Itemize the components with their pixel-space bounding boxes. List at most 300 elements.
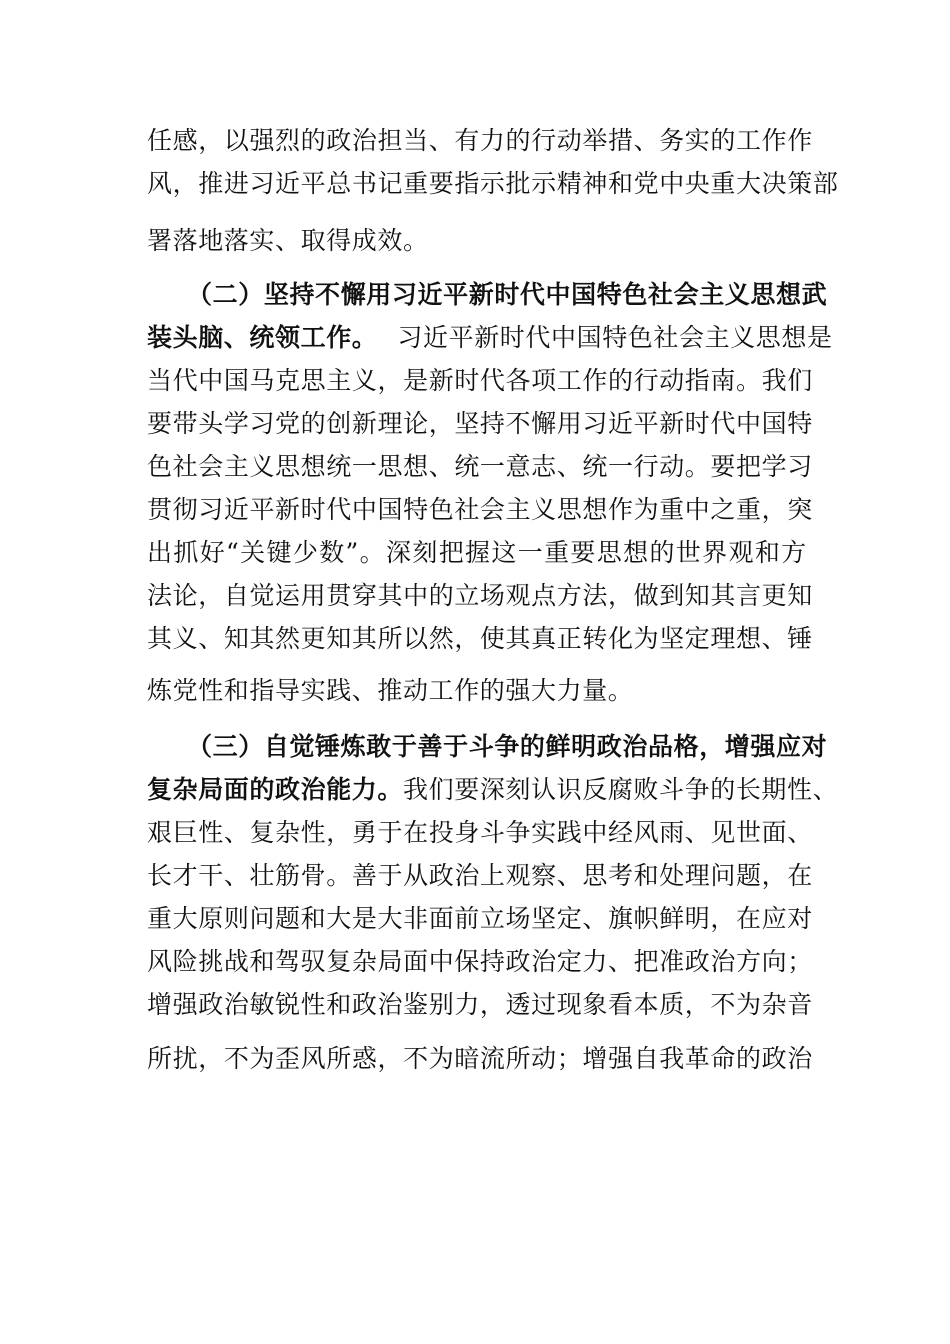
text-char: 。 — [359, 538, 386, 567]
text-char: 不 — [710, 990, 737, 1019]
text-char: 过 — [531, 990, 557, 1019]
text-char: 国 — [223, 366, 250, 395]
text-char: 在 — [736, 904, 762, 933]
text-char: 于 — [377, 861, 404, 890]
text-char: 批 — [505, 169, 532, 198]
text-char: 立 — [454, 581, 480, 610]
text-char: 时 — [684, 409, 711, 438]
text-char: ； — [787, 947, 813, 976]
text-char: 正 — [556, 624, 583, 653]
text-char: 政 — [596, 732, 623, 761]
text-char: 、 — [582, 904, 608, 933]
text-char: 思 — [556, 495, 583, 524]
text-char: 增 — [724, 732, 751, 761]
text-char: 论 — [403, 409, 429, 438]
text-char: 会 — [198, 452, 224, 481]
text-char: 社 — [647, 280, 674, 309]
text-char: 思 — [300, 366, 327, 395]
text-char: 对 — [801, 732, 828, 761]
text-char: 强 — [172, 990, 199, 1019]
text-char: 自 — [263, 732, 290, 761]
text-char: 会 — [673, 280, 700, 309]
text-char: 统 — [582, 452, 608, 481]
text-char: 平 — [300, 169, 327, 198]
text-segment: 习近平新时代中国特色社会主义思想是 — [397, 323, 833, 352]
text-char: 想 — [623, 538, 649, 567]
text-char: 动 — [531, 1044, 557, 1073]
text-char: 明 — [684, 904, 711, 933]
text-segment: 我们要深刻认识反腐败斗争的长期性、 — [403, 775, 839, 804]
text-char: 一 — [607, 452, 634, 481]
text-char: 界 — [702, 538, 728, 567]
text-char: 然 — [275, 624, 301, 653]
text-char: 其 — [351, 624, 378, 653]
text-char: 使 — [479, 624, 506, 653]
text-char: ； — [556, 1044, 583, 1073]
text-char: ） — [238, 732, 264, 761]
section-heading: 复杂局面的政治能力。 — [147, 775, 404, 804]
text-char: 务 — [659, 126, 685, 155]
text-char: 敏 — [249, 990, 276, 1019]
text-char: 才 — [172, 861, 199, 890]
text-char: 则 — [223, 904, 250, 933]
text-line — [147, 770, 839, 810]
text-char: 知 — [223, 624, 250, 653]
text-char: ） — [238, 280, 264, 309]
text-char: 、 — [633, 126, 660, 155]
text-char: 握 — [465, 538, 491, 567]
text-char: 巨 — [172, 818, 199, 847]
text-char: 鉴 — [403, 990, 429, 1019]
text-char: 示 — [531, 169, 557, 198]
text-char: 关 — [240, 538, 266, 567]
text-char: 统 — [326, 452, 352, 481]
text-char: 观 — [505, 581, 532, 610]
text-char: 持 — [479, 947, 506, 976]
text-char: 把 — [438, 538, 465, 567]
text-char: 政 — [351, 990, 378, 1019]
text-char: 懈 — [531, 409, 557, 438]
text-char: 贯 — [147, 495, 173, 524]
text-char: 不 — [505, 409, 532, 438]
text-char: 、 — [223, 861, 250, 890]
text-char: 身 — [454, 818, 480, 847]
text-char: 义 — [249, 452, 276, 481]
text-char: 习 — [198, 495, 224, 524]
text-char: 政 — [505, 947, 532, 976]
text-char: 强 — [607, 1044, 634, 1073]
text-char: ， — [172, 169, 199, 198]
text-char: 场 — [505, 904, 532, 933]
text-char: 的 — [607, 366, 634, 395]
text-char: 志 — [531, 452, 557, 481]
text-char: 题 — [736, 861, 762, 890]
text-char: 问 — [249, 904, 276, 933]
text-char: 增 — [147, 990, 173, 1019]
text-char: 斗 — [468, 732, 495, 761]
text-line — [147, 985, 813, 1025]
text-char: 现 — [556, 990, 583, 1019]
text-char: 风 — [300, 1044, 327, 1073]
text-char: 不 — [403, 1044, 429, 1073]
text-char: 思 — [377, 452, 404, 481]
text-char: 为 — [249, 1044, 276, 1073]
text-char: 义 — [531, 495, 557, 524]
text-char: 前 — [454, 904, 480, 933]
text-char: 方 — [736, 947, 762, 976]
text-char: 习 — [249, 169, 276, 198]
text-char: 烈 — [275, 126, 301, 155]
text-char: 杂 — [275, 818, 301, 847]
text-char: 其 — [377, 581, 404, 610]
text-char: 重 — [659, 495, 685, 524]
text-char: （ — [187, 280, 213, 309]
text-char: 举 — [582, 126, 608, 155]
text-char: 头 — [198, 409, 224, 438]
text-char: 方 — [556, 581, 583, 610]
text-char: 运 — [275, 581, 301, 610]
text-char: 对 — [787, 904, 813, 933]
text-char: 长 — [147, 861, 173, 890]
text-line — [147, 576, 813, 616]
text-char: 所 — [326, 1044, 352, 1073]
text-char: 思 — [275, 452, 301, 481]
text-char: 担 — [377, 126, 404, 155]
text-char: 把 — [633, 947, 660, 976]
text-char: 义 — [724, 280, 751, 309]
text-char: 当 — [403, 126, 429, 155]
text-char: 义 — [172, 624, 199, 653]
text-char: 观 — [505, 861, 532, 890]
text-char: 代 — [326, 495, 352, 524]
text-char: ， — [761, 861, 788, 890]
text-char: 用 — [556, 409, 583, 438]
text-char: 象 — [582, 990, 608, 1019]
text-char: 彻 — [172, 495, 199, 524]
text-char: 策 — [787, 169, 813, 198]
text-char: 见 — [710, 818, 737, 847]
text-char: ， — [377, 1044, 404, 1073]
text-char: （ — [187, 732, 213, 761]
text-char: 政 — [326, 126, 352, 155]
text-char: ， — [428, 409, 455, 438]
text-char: 、 — [223, 818, 250, 847]
text-char: 干 — [198, 861, 224, 890]
text-char: 总 — [326, 169, 352, 198]
text-char: 以 — [223, 126, 250, 155]
text-char: 觉 — [289, 732, 316, 761]
text-char: 革 — [684, 1044, 711, 1073]
text-char: 主 — [505, 495, 532, 524]
text-char: 、 — [556, 861, 583, 890]
text-char: 流 — [479, 1044, 506, 1073]
text-char: 自 — [223, 581, 250, 610]
text-char: 键 — [266, 538, 293, 567]
text-char: 知 — [787, 581, 813, 610]
text-char: 定 — [556, 947, 583, 976]
text-line: 署落地落实、取得成效。 — [147, 226, 429, 255]
text-char: 的 — [710, 126, 737, 155]
text-char: 法 — [582, 581, 608, 610]
text-char: 面 — [761, 818, 788, 847]
text-char: 其 — [505, 624, 532, 653]
text-char: 命 — [710, 1044, 737, 1073]
text-char: 我 — [659, 1044, 685, 1073]
text-char: 平 — [443, 280, 469, 309]
text-char: 少 — [292, 538, 319, 567]
text-char: 法 — [147, 581, 173, 610]
text-char: 进 — [223, 169, 250, 198]
text-char: 主 — [326, 366, 352, 395]
text-char: 之 — [710, 495, 737, 524]
text-char: 代 — [710, 409, 737, 438]
text-char: 主 — [223, 452, 250, 481]
text-char: 看 — [607, 990, 634, 1019]
text-char: 所 — [505, 1044, 532, 1073]
text-char: 要 — [570, 538, 597, 567]
text-char: 力 — [454, 990, 480, 1019]
text-char: ， — [607, 581, 634, 610]
text-char: 习 — [787, 452, 813, 481]
text-char: 题 — [275, 904, 301, 933]
text-char: 我 — [761, 366, 788, 395]
text-char: 行 — [531, 126, 557, 155]
text-char: ， — [198, 1044, 224, 1073]
text-char: 指 — [454, 169, 480, 198]
text-char: 色 — [147, 452, 173, 481]
text-char: 当 — [147, 366, 173, 395]
text-char: 色 — [428, 495, 455, 524]
text-char: 用 — [300, 581, 327, 610]
text-char: 和 — [633, 861, 660, 890]
text-char: 政 — [198, 990, 224, 1019]
text-char: 党 — [275, 409, 301, 438]
text-char: 论 — [172, 581, 199, 610]
text-char: 在 — [403, 818, 429, 847]
text-char: 明 — [571, 732, 597, 761]
text-char: 上 — [479, 861, 506, 890]
text-char: 立 — [479, 904, 506, 933]
text-char: 坚 — [454, 409, 480, 438]
text-char: 政 — [684, 947, 711, 976]
text-char: 懈 — [340, 280, 367, 309]
text-char: 武 — [801, 280, 828, 309]
text-char: 国 — [377, 495, 404, 524]
text-char: 争 — [505, 818, 532, 847]
text-char: 新 — [275, 495, 301, 524]
text-char: 炼 — [340, 732, 367, 761]
text-char: 动 — [659, 452, 685, 481]
text-char: 项 — [531, 366, 557, 395]
text-char: 会 — [479, 495, 506, 524]
text-char: 坚 — [659, 624, 685, 653]
text-char: ， — [326, 818, 352, 847]
text-char: 在 — [787, 861, 813, 890]
text-char: 思 — [596, 538, 623, 567]
text-char: 党 — [633, 169, 660, 198]
text-char: 旗 — [607, 904, 634, 933]
text-char: 主 — [699, 280, 725, 309]
text-char: 从 — [403, 861, 429, 890]
text-char: 想 — [582, 495, 608, 524]
text-char: 措 — [607, 126, 634, 155]
text-char: 动 — [556, 126, 583, 155]
text-char: 意 — [505, 452, 532, 481]
text-char: 性 — [300, 818, 327, 847]
text-char: 习 — [582, 409, 608, 438]
text-char: 投 — [428, 818, 455, 847]
text-char: 应 — [761, 904, 788, 933]
text-char: 、 — [428, 126, 455, 155]
text-char: 社 — [172, 452, 199, 481]
text-line — [147, 856, 813, 896]
text-char: 观 — [728, 538, 755, 567]
text-char: 风 — [147, 947, 173, 976]
text-char: 治 — [710, 947, 737, 976]
text-line: 炼党性和指导实践、推动工作的强大力量。 — [147, 676, 634, 705]
text-char: 创 — [326, 409, 352, 438]
text-char: ， — [479, 990, 506, 1019]
text-char: 各 — [505, 366, 532, 395]
text-char: 新 — [428, 366, 455, 395]
text-char: 暗 — [454, 1044, 480, 1073]
text-char: 和 — [607, 169, 634, 198]
text-char: ， — [454, 624, 480, 653]
text-char: 非 — [403, 904, 429, 933]
text-char: 任 — [147, 126, 173, 155]
text-char: 色 — [622, 280, 648, 309]
text-char: 理 — [377, 409, 404, 438]
text-char: 学 — [761, 452, 788, 481]
text-char: 真 — [531, 624, 557, 653]
text-char: 政 — [428, 861, 455, 890]
text-line — [147, 619, 813, 659]
section-heading — [187, 275, 828, 315]
text-char: 想 — [776, 280, 802, 309]
text-char: 作 — [582, 366, 608, 395]
text-char: 实 — [531, 818, 557, 847]
text-char: 挑 — [198, 947, 224, 976]
text-char: 复 — [326, 947, 352, 976]
text-char: 和 — [326, 990, 352, 1019]
text-char: 别 — [428, 990, 455, 1019]
text-char: 锐 — [275, 990, 301, 1019]
text-line — [147, 490, 813, 530]
text-char: 工 — [736, 126, 762, 155]
section-heading: 装头脑、统领工作。 — [147, 323, 378, 352]
text-char: 习 — [249, 409, 276, 438]
text-char: 、 — [428, 452, 455, 481]
text-char: 大 — [326, 904, 352, 933]
text-char: 做 — [633, 581, 660, 610]
text-char: 突 — [787, 495, 813, 524]
text-char: 中 — [403, 581, 429, 610]
text-char: 代 — [172, 366, 199, 395]
text-char: 杂 — [351, 947, 378, 976]
text-char: 治 — [454, 861, 480, 890]
text-char: 是 — [351, 904, 378, 933]
text-char: 的 — [300, 126, 327, 155]
text-char: 格 — [673, 732, 700, 761]
text-char: 中 — [198, 366, 224, 395]
text-char: 好 — [199, 538, 226, 567]
text-char: 行 — [633, 452, 660, 481]
text-line — [147, 404, 813, 444]
text-char: 歪 — [275, 1044, 301, 1073]
text-char: 大 — [377, 904, 404, 933]
text-char: 践 — [556, 818, 583, 847]
text-char: ， — [198, 126, 224, 155]
text-char: 经 — [607, 818, 634, 847]
text-char: 言 — [736, 581, 762, 610]
text-char: 穿 — [351, 581, 378, 610]
text-char: 理 — [684, 861, 711, 890]
text-char: 到 — [659, 581, 685, 610]
text-char: 习 — [391, 280, 418, 309]
text-char: 记 — [377, 169, 404, 198]
text-char: 重 — [147, 904, 173, 933]
text-char: 国 — [571, 280, 597, 309]
text-char: 重 — [710, 169, 737, 198]
text-char: 鲜 — [659, 904, 685, 933]
text-char: ， — [684, 990, 711, 1019]
text-char: 的 — [649, 538, 676, 567]
text-char: 应 — [776, 732, 802, 761]
text-char: 行 — [633, 366, 660, 395]
text-char: 中 — [659, 169, 685, 198]
text-char: 于 — [377, 818, 404, 847]
text-char: 风 — [633, 818, 660, 847]
text-char: 抓 — [173, 538, 199, 567]
text-char: 深 — [386, 538, 412, 567]
text-char: 其 — [710, 581, 737, 610]
text-char: 勇 — [351, 818, 378, 847]
text-char: 于 — [443, 732, 469, 761]
text-char: 治 — [223, 990, 250, 1019]
text-char: 强 — [249, 126, 276, 155]
text-char: 作 — [761, 126, 788, 155]
text-char: 治 — [622, 732, 648, 761]
text-char: 锤 — [315, 732, 341, 761]
text-char: 带 — [172, 409, 199, 438]
text-char: 惑 — [351, 1044, 378, 1073]
text-char: 三 — [212, 732, 239, 761]
text-char: 知 — [326, 624, 352, 653]
text-char: 、 — [684, 818, 711, 847]
text-char: 时 — [454, 366, 480, 395]
text-char: 时 — [494, 280, 520, 309]
text-char: 中 — [428, 947, 455, 976]
text-char: 思 — [582, 861, 608, 890]
text-line — [147, 164, 839, 204]
text-char: 坚 — [531, 904, 557, 933]
text-char: 点 — [531, 581, 557, 610]
text-char: 近 — [417, 280, 444, 309]
text-line — [147, 899, 813, 939]
text-char: 国 — [761, 409, 788, 438]
text-char: 自 — [633, 1044, 660, 1073]
text-char: 雨 — [659, 818, 685, 847]
text-char: 大 — [172, 904, 199, 933]
text-char: 原 — [198, 904, 224, 933]
text-char: 代 — [519, 280, 546, 309]
text-char: 感 — [172, 126, 199, 155]
text-char: 。 — [326, 861, 352, 890]
text-char: 统 — [454, 452, 480, 481]
text-char: 世 — [736, 818, 762, 847]
text-char: 斗 — [479, 818, 506, 847]
text-char: 为 — [633, 495, 660, 524]
